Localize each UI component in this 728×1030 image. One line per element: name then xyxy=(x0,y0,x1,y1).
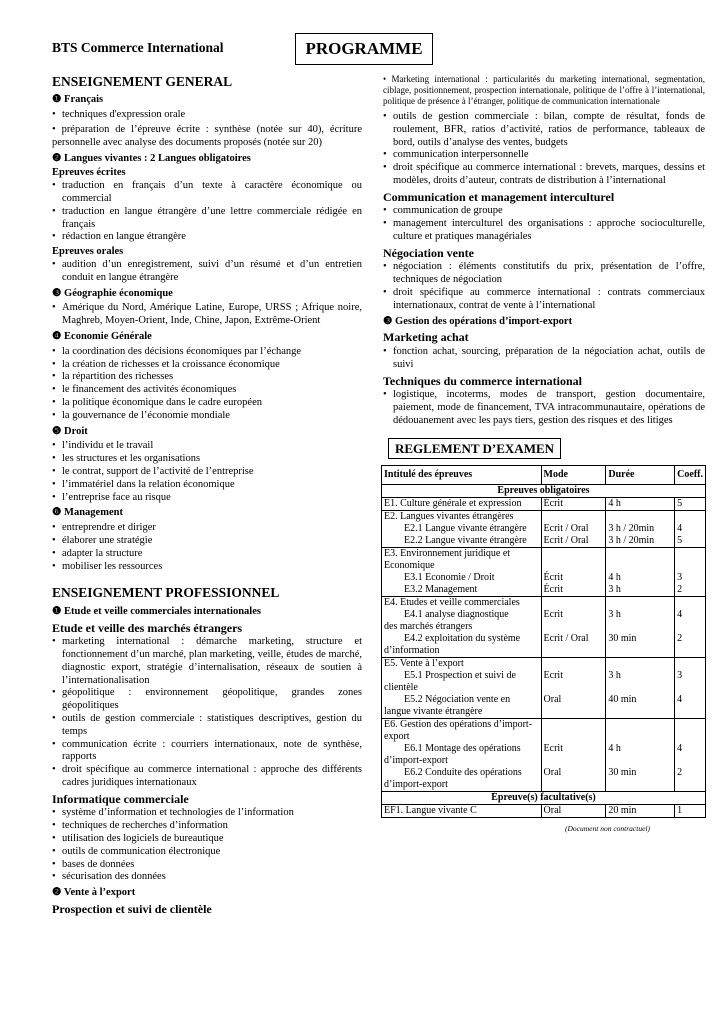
cell xyxy=(675,658,706,719)
cell xyxy=(382,548,542,597)
table-row xyxy=(382,805,706,818)
exam-table xyxy=(381,465,706,818)
cell xyxy=(541,511,606,548)
mode-value: Oral xyxy=(543,694,562,706)
pro-s1-heading: ❶ Etude et veille commerciales internationales xyxy=(52,605,261,617)
mode-value: Ecrit xyxy=(543,670,563,682)
duree-value: 30 min xyxy=(608,633,637,645)
cell xyxy=(675,597,706,658)
mode-value: Ecrit / Oral xyxy=(543,523,589,535)
list-item: • utilisation des logiciels de bureautique xyxy=(52,833,362,846)
sub-label: E2.2 Langue vivante étrangère xyxy=(404,535,527,547)
cell xyxy=(541,719,606,792)
sub-label: des marchés étrangers xyxy=(384,621,473,633)
list-item: • la création de richesses et la croissance économique xyxy=(52,359,362,372)
economie-heading: ❹ Economie Générale xyxy=(52,331,152,343)
geographie-list xyxy=(52,302,362,328)
cell xyxy=(541,597,606,658)
table-row xyxy=(382,485,706,498)
cell xyxy=(382,597,542,658)
mode-value: Ecrit / Oral xyxy=(543,535,589,547)
list-item: • élaborer une stratégie xyxy=(52,535,362,548)
etude-list xyxy=(52,636,362,790)
ecrites-list xyxy=(52,180,362,244)
comm-heading: Communication et management interculturel xyxy=(383,189,615,204)
list-item: • Amérique du Nord, Amérique Latine, Europe, URSS ; Afrique noire, Maghreb, Moyen-Orient, Inde, Chine, Japon, Extrême-Orient xyxy=(52,302,362,328)
table-row xyxy=(382,719,706,792)
list-item: • audition d’un enregistrement, suivi d’un résumé et d’un entretien conduit en langue étrangère xyxy=(52,259,362,285)
programme-heading: PROGRAMME xyxy=(295,33,433,65)
coeff-value: 4 xyxy=(677,743,683,755)
pro-s2-heading: ❷ Vente à l’export xyxy=(52,887,136,899)
cell xyxy=(675,719,706,792)
list-item: • outils de gestion commerciale : bilan, compte de résultat, fonds de roulement, BFR, ratios d’activité, ratios de performance, tableaux de bord, outils d’analyse des ventes, budgets xyxy=(383,111,705,149)
list-item: • entreprendre et diriger xyxy=(52,522,362,535)
duree-value: 3 h xyxy=(608,609,621,621)
cell xyxy=(382,658,542,719)
coeff-value: 2 xyxy=(677,767,683,779)
cell xyxy=(382,719,542,792)
duree-value: 3 h / 20min xyxy=(608,535,655,547)
left-column xyxy=(52,74,362,918)
table-header-row xyxy=(382,466,706,485)
mode-value: Ecrit xyxy=(543,743,563,755)
table-row xyxy=(382,548,706,597)
list-item: • la répartition des richesses xyxy=(52,371,362,384)
group-label: E6. Gestion des opérations d’import-export xyxy=(384,719,533,743)
sub-label: d’information xyxy=(384,645,440,657)
table-row xyxy=(382,792,706,805)
cell xyxy=(606,597,675,658)
list-item: • adapter la structure xyxy=(52,548,362,561)
geographie-heading: ❸ Géographie économique xyxy=(52,287,173,299)
cell xyxy=(675,548,706,597)
nego-list xyxy=(383,261,705,312)
francais-list xyxy=(52,109,362,122)
list-item: • communication de groupe xyxy=(383,205,705,218)
table-row xyxy=(382,597,706,658)
prospection-heading: Prospection et suivi de clientèle xyxy=(52,902,212,917)
list-item: • géopolitique : environnement géopolitique, grandes zones géopolitiques xyxy=(52,687,362,713)
orales-list xyxy=(52,259,362,285)
orales-label: Epreuves orales xyxy=(52,246,124,258)
table-row xyxy=(382,658,706,719)
list-item: • préparation de l’épreuve écrite : synthèse (notée sur 40), écriture personnelle avec analyse des documents proposés (notée sur 20) xyxy=(52,124,362,148)
coeff-value: 2 xyxy=(677,633,683,645)
duree-value: 4 h xyxy=(608,743,621,755)
pro-s3-heading: ❸ Gestion des opérations d’import-export xyxy=(383,315,573,327)
sub-label: E5.2 Négociation vente en xyxy=(404,694,511,706)
list-item: • techniques de recherches d’information xyxy=(52,820,362,833)
achat-list xyxy=(383,346,705,372)
info-list xyxy=(52,807,362,884)
list-item: • droit spécifique au commerce international : approche des différents cadres juridiques internationaux xyxy=(52,764,362,790)
achat-heading: Marketing achat xyxy=(383,330,469,345)
management-list xyxy=(52,522,362,573)
cell: E1. Culture générale et expression xyxy=(382,498,542,511)
coeff-value: 4 xyxy=(677,523,683,535)
gestion-list xyxy=(383,111,705,188)
list-item: • bases de données xyxy=(52,859,362,872)
list-item: • la gouvernance de l’économie mondiale xyxy=(52,410,362,423)
cell xyxy=(541,658,606,719)
table-row xyxy=(382,511,706,548)
list-item: • outils de communication électronique xyxy=(52,846,362,859)
list-item: • sécurisation des données xyxy=(52,871,362,884)
droit-heading: ❺ Droit xyxy=(52,425,88,437)
droit-list xyxy=(52,440,362,504)
list-item: • mobiliser les ressources xyxy=(52,561,362,574)
list-item: • l’entreprise face au risque xyxy=(52,492,362,505)
right-column xyxy=(383,74,705,834)
cell xyxy=(606,719,675,792)
cell: Écrit xyxy=(541,498,606,511)
nego-heading: Négociation vente xyxy=(383,245,474,260)
duree-value: 3 h xyxy=(608,584,621,596)
list-item: • traduction en langue étrangère d’une lettre commerciale rédigée en français xyxy=(52,206,362,232)
coeff-value: 5 xyxy=(677,535,683,547)
francais-heading: ❶ Français xyxy=(52,94,104,106)
sub-label: clientèle xyxy=(384,682,418,694)
coeff-value: 3 xyxy=(677,572,683,584)
list-item: • négociation : éléments constitutifs du prix, présentation de l’offre, techniques de négociation xyxy=(383,261,705,287)
tech-heading: Techniques du commerce international xyxy=(383,373,583,388)
cell xyxy=(606,511,675,548)
list-item: • traduction en français d’un texte à caractère économique ou commercial xyxy=(52,180,362,206)
facultative-label: Épreuve(s) facultative(s) xyxy=(382,792,706,805)
list-item: • l’individu et le travail xyxy=(52,440,362,453)
sub-label: E4.1 analyse diagnostique xyxy=(404,609,509,621)
tech-list xyxy=(383,389,705,427)
mode-value: Écrit xyxy=(543,584,563,596)
sub-label: E2.1 Langue vivante étrangère xyxy=(404,523,527,535)
sub-label: E3.2 Management xyxy=(404,584,478,596)
sub-label: E6.1 Montage des opérations xyxy=(404,743,521,755)
marketing-paragraph: • Marketing international : particularités du marketing international, segmentation, ciblage, positionnement, prospection internationale, politique de l’offre à l’international, politique de présence à l’étranger, politique de communication internationale xyxy=(383,74,705,106)
table-row xyxy=(382,498,706,511)
sub-label: langue vivante étrangère xyxy=(384,706,483,718)
duree-value: 3 h / 20min xyxy=(608,523,655,535)
duree-value: 3 h xyxy=(608,670,621,682)
list-item: • logistique, incoterms, modes de transport, gestion documentaire, paiement, mode de financement, TVA intracommunautaire, opérations de dédouanement avec les pays tiers, gestion des risques et des litiges xyxy=(383,389,705,427)
mode-value: Ecrit / Oral xyxy=(543,633,589,645)
list-item: • système d’information et technologies de l’information xyxy=(52,807,362,820)
duree-value: 30 min xyxy=(608,767,637,779)
list-item: • fonction achat, sourcing, préparation de la négociation achat, outils de suivi xyxy=(383,346,705,372)
sub-label: d’import-export xyxy=(384,779,448,791)
general-heading: ENSEIGNEMENT GENERAL xyxy=(52,74,233,89)
list-item: • communication écrite : courriers internationaux, note de synthèse, rapports xyxy=(52,739,362,765)
list-item: • la coordination des décisions économiques par l’échange xyxy=(52,346,362,359)
cell xyxy=(606,548,675,597)
cell: 5 xyxy=(675,498,706,511)
cell xyxy=(382,511,542,548)
cell: Oral xyxy=(541,805,606,818)
group-label: E5. Vente à l’export xyxy=(384,658,464,670)
list-item: • management interculturel des organisations : approche socioculturelle, culture et pratiques managériales xyxy=(383,218,705,244)
coeff-value: 4 xyxy=(677,609,683,621)
sub-label: E3.1 Economie / Droit xyxy=(404,572,495,584)
sub-label: E6.2 Conduite des opérations xyxy=(404,767,522,779)
list-item: • marketing international : démarche marketing, structure et fonctionnement d’un marché, plan marketing, veille, études de marché, diagnostic export, stratégie d’internalisation, réseaux de soutien à l’internationalisation xyxy=(52,636,362,687)
group-label: E3. Environnement juridique et Economique xyxy=(384,548,511,572)
ecrites-label: Epreuves écrites xyxy=(52,167,126,179)
duree-value: 40 min xyxy=(608,694,637,706)
col-intitule: Intitulé des épreuves xyxy=(382,466,542,485)
list-item: • droit spécifique au commerce international : brevets, marques, dessins et modèles, droits d’auteur, contrats de distribution à l’international xyxy=(383,162,705,188)
list-item: • la politique économique dans le cadre européen xyxy=(52,397,362,410)
list-item: • communication interpersonnelle xyxy=(383,149,705,162)
cell xyxy=(675,511,706,548)
cell: EF1. Langue vivante C xyxy=(382,805,542,818)
group-label: E2. Langues vivantes étrangères xyxy=(384,511,514,523)
mode-value: Oral xyxy=(543,767,562,779)
sub-label: E4.2 exploitation du système xyxy=(404,633,521,645)
list-item: • le contrat, support de l’activité de l’entreprise xyxy=(52,466,362,479)
pro-heading: ENSEIGNEMENT PROFESSIONNEL xyxy=(52,585,280,601)
cell xyxy=(541,548,606,597)
mode-value: Écrit xyxy=(543,572,563,584)
list-item: • droit spécifique au commerce international : contrats commerciaux internationaux, contrat de vente à l’international xyxy=(383,287,705,313)
list-item: • l’immatériel dans la relation économique xyxy=(52,479,362,492)
col-mode: Mode xyxy=(541,466,606,485)
management-heading: ❻ Management xyxy=(52,507,123,519)
obligatoires-label: Epreuves obligatoires xyxy=(382,485,706,498)
exam-heading: REGLEMENT D’EXAMEN xyxy=(388,438,561,460)
langues-heading: ❷ Langues vivantes : 2 Langues obligatoires xyxy=(52,152,251,164)
list-item: • techniques d'expression orale xyxy=(52,109,362,122)
cell: 1 xyxy=(675,805,706,818)
document-title: BTS Commerce International xyxy=(52,40,224,55)
etude-heading: Etude et veille des marchés étrangers xyxy=(52,620,243,635)
cell: 20 min xyxy=(606,805,675,818)
mode-value: Ecrit xyxy=(543,609,563,621)
list-item: • le financement des activités économiques xyxy=(52,384,362,397)
coeff-value: 4 xyxy=(677,694,683,706)
col-coeff: Coeff. xyxy=(675,466,706,485)
disclaimer-note: (Document non contractuel) xyxy=(565,824,650,834)
cell xyxy=(606,658,675,719)
list-item: • les structures et les organisations xyxy=(52,453,362,466)
sub-label: E5.1 Prospection et suivi de xyxy=(404,670,516,682)
info-heading: Informatique commerciale xyxy=(52,791,189,806)
col-duree: Durée xyxy=(606,466,675,485)
duree-value: 4 h xyxy=(608,572,621,584)
coeff-value: 2 xyxy=(677,584,683,596)
economie-list xyxy=(52,346,362,423)
sub-label: d’import-export xyxy=(384,755,448,767)
list-item: • rédaction en langue étrangère xyxy=(52,231,362,244)
group-label: E4. Etudes et veille commerciales xyxy=(384,597,520,609)
coeff-value: 3 xyxy=(677,670,683,682)
cell: 4 h xyxy=(606,498,675,511)
comm-list xyxy=(383,205,705,243)
list-item: • outils de gestion commerciale : statistiques descriptives, gestion du temps xyxy=(52,713,362,739)
